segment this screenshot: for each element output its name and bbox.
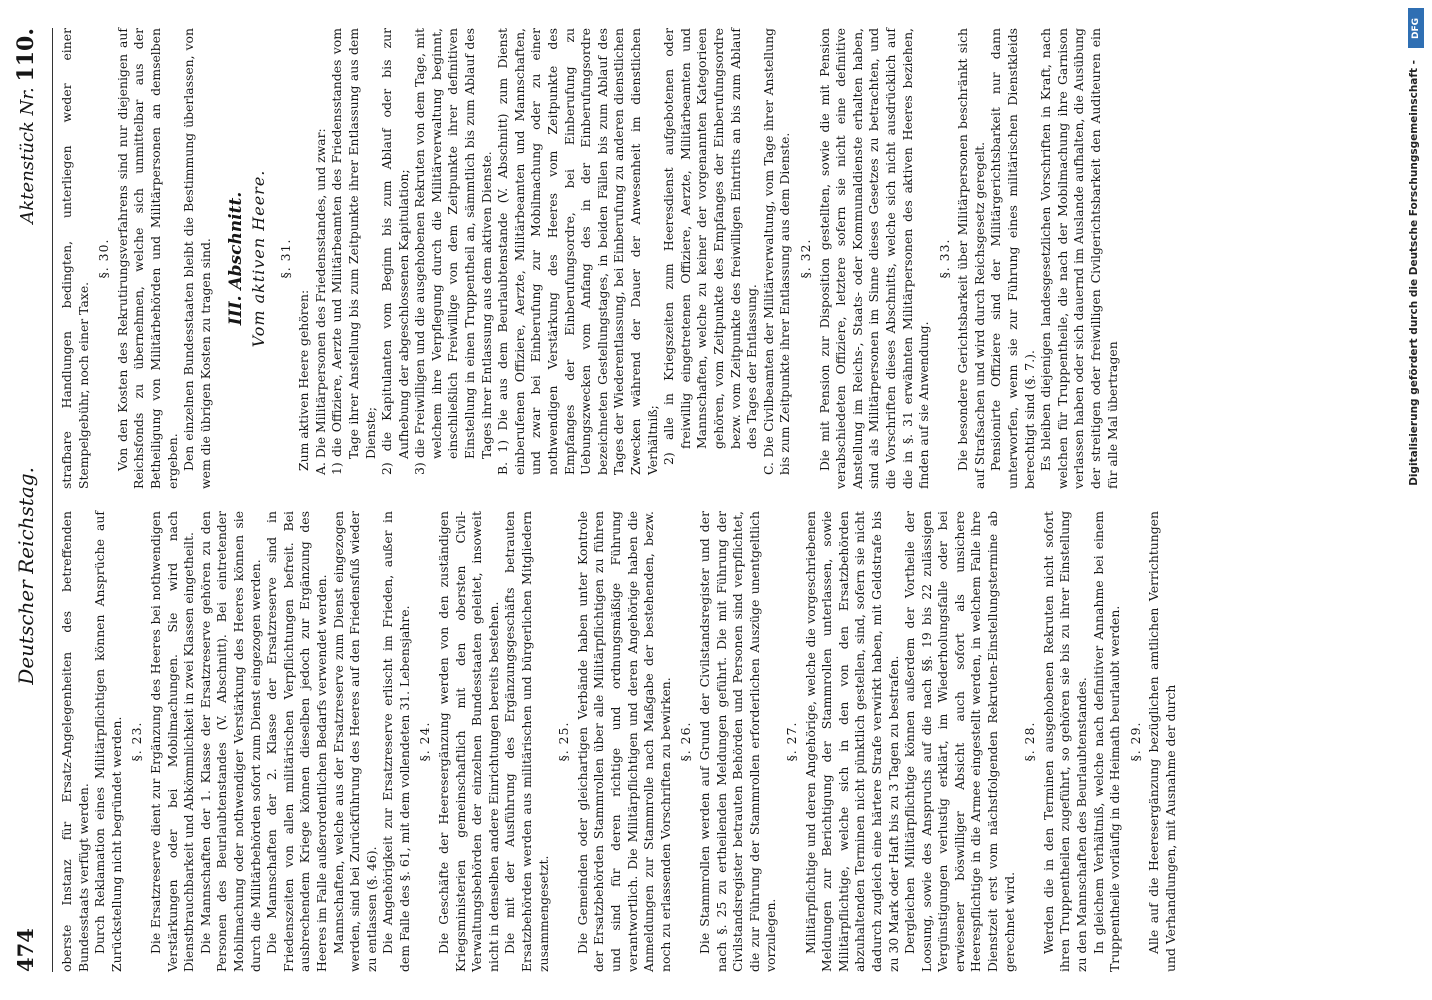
- list-item: 1) die Offiziere, Aerzte und Militärbeamten des Friedensstandes vom Tage ihrer Anstellung bis zum Zeitpunkte ihrer Entlassung aus dem Dienste;: [329, 28, 378, 475]
- list-item: B. 1) Die aus dem Beurlaubtenstande (V. Abschnitt) zum Dienst einberufenen Offiziere, Aerzte, Militärbeamten und Mannschaften, und zwar bei Einberufung zur Mobilmachung oder zu einer nothwendigen Verstärkung des Heeres vom Zeitpunkte des Empfanges der Einberufungsordre, bei Einberufung zu Uebungszwecken vom Anfang des in der Einberufungsordre bezeichneten Gestellungstages, in beiden Fällen bis zum Ablauf des Tages der Wiederentlassung, bei Einberufung zu anderen dienstlichen Zwecken während der Dauer der Anwesenheit im dienstlichen Verhältniß;: [495, 28, 660, 475]
- list-item: 2) alle in Kriegszeiten zum Heeresdienst aufgebotenen oder freiwillig eingetretenen Offiziere, Aerzte, Militärbeamten und Mannschaften, welche zu keiner der vorgenannten Kategorieen gehören, vom Zeitpunkte des Empfanges der Einberufungsordre bezw. vom Zeitpunkte des freiwilligen Eintritts an bis zum Ablauf des Tages der Entlassung.: [661, 28, 760, 465]
- paragraph: Von den Kosten des Rekrutirungsverfahrens sind nur diejenigen auf Reichsfonds zu übernehmen, welche sich unmittelbar aus der Betheiligung von Militärbehörden und Militärpersonen an demselben ergeben.: [114, 28, 180, 489]
- paragraph: Zum aktiven Heere gehören:: [296, 289, 312, 471]
- paragraph: Die mit Pension zur Disposition gestellten, sowie die mit Pension verabschiedeten Offiziere, letztere sofern sie nicht eine definitive Anstellung im Reichs-, Staats- oder Kommunaldienste erhalten haben, sind als Militärpersonen im Sinne dieses Gesetzes zu betrachten, und die Vorschriften dieses Abschnitts, welche sich nicht ausdrücklich auf die in §. 31 erwähnten Militärpersonen des aktiven Heeres beziehen, finden auf sie Anwendung.: [816, 28, 932, 489]
- section-heading: §. 28.: [1022, 721, 1038, 762]
- chapter-title: Vom aktiven Heere.: [248, 169, 268, 348]
- paragraph: Es bleiben diejenigen landesgesetzlichen Vorschriften in Kraft, nach welchen für Truppentheile, die nach der Mobilmachung ihre Garnison verlassen haben oder sich dauernd im Auslande aufhalten, die Ausübung der streitigen oder freiwilligen Civilgerichtsbarkeit den Auditeuren ein für alle Mal übertragen: [1038, 28, 1120, 489]
- section-heading: §. 24.: [417, 721, 433, 762]
- digitization-credit: Digitalisierung gefördert durch die Deutsche Forschungsgemeinschaft -: [1408, 60, 1420, 486]
- paragraph: In gleichem Verhältniß, welche nach definitiver Annahme bei einem Truppentheile vorläufig in die Heimath beurlaubt werden.: [1090, 511, 1123, 972]
- page-header: [13, 28, 53, 972]
- section-heading: §. 32.: [797, 238, 813, 279]
- paragraph: Die Angehörigkeit zur Ersatzreserve erlischt im Frieden, außer in dem Falle des §. 61, mit dem vollendeten 31. Lebensjahre.: [380, 511, 412, 972]
- page-number: 474: [13, 928, 38, 972]
- paragraph: Die besondere Gerichtsbarkeit über Militärpersonen beschränkt sich auf Strafsachen und wird durch Reichsgesetz geregelt.: [955, 28, 987, 489]
- paragraph: Werden die in den Terminen ausgehobenen Rekruten nicht sofort ihren Truppentheilen zugeführt, so gehören sie bis zu ihrer Einstellung zu den Mannschaften des Beurlaubtenstandes.: [1040, 511, 1090, 972]
- paragraph: Pensionirte Offiziere sind der Militärgerichtsbarkeit nur dann unterworfen, wenn sie zur Führung eines militärischen Dienstkleids berechtigt sind (§. 7.).: [988, 28, 1037, 489]
- paragraph: Die Ersatzreserve dient zur Ergänzung des Heeres bei nothwendigen Verstärkungen oder bei Mobilmachungen. Sie wird nach Dienstbrauchbarkeit und Abkömmlichkeit in zwei Klassen eingetheilt.: [147, 511, 197, 972]
- section-heading: §. 29.: [1127, 721, 1143, 762]
- paragraph: Den einzelnen Bundesstaaten bleibt die Bestimmung überlassen, von wem die übrigen Kosten zu tragen sind.: [181, 28, 213, 489]
- document-number-value: 110.: [13, 28, 39, 82]
- document-number-prefix: Aktenstück Nr.: [17, 87, 38, 224]
- section-heading: §. 33.: [936, 238, 952, 279]
- paragraph: strafbare Handlungen bedingten, unterliegen weder einer Stempelgebühr, noch einer Taxe.: [59, 28, 91, 489]
- list-item: C. Die Civilbeamten der Militärverwaltung, vom Tage ihrer Anstellung bis zum Zeitpunkte ihrer Entlassung aus dem Dienste.: [760, 28, 793, 475]
- paragraph: Die Stammrollen werden auf Grund der Civilstandsregister und der nach §. 25 zu ertheilenden Meldungen geführt. Die mit Führung der Civilstandsregister betrauten Behörden und Personen sind verpflichtet, die zur Führung der Stammrollen erforderlichen Auszüge unentgeltlich vorzulegen.: [696, 511, 779, 972]
- paragraph: Militärpflichtige und deren Angehörige, welche die vorgeschriebenen Meldungen zur Berichtigung der Stammrollen unterlassen, sowie Militärpflichtige, welche sich in den von den Ersatzbehörden abzuhaltenden Terminen nicht pünktlich gestellen, sind, sofern sie nicht dadurch zugleich eine härtere Strafe verwirkt haben, mit Geldstrafe bis zu 30 Mark oder Haft bis zu 3 Tagen zu bestrafen.: [802, 511, 901, 972]
- paragraph: Alle auf die Heeresergänzung bezüglichen amtlichen Verrichtungen und Verhandlungen, mit Ausnahme der durch: [1146, 511, 1178, 972]
- running-title: Deutscher Reichstag.: [14, 467, 38, 685]
- right-column: [59, 28, 1180, 489]
- paragraph: oberste Instanz für Ersatz-Angelegenheiten des betreffenden Bundesstaats verfügt werden.: [59, 511, 91, 972]
- section-heading: §. 27.: [783, 721, 799, 762]
- paragraph: Durch Reklamation eines Militärpflichtigen können Ansprüche auf Zurückstellung nicht begründet werden.: [92, 511, 124, 972]
- paragraph: Die Geschäfte der Heeresergänzung werden von den zuständigen Kriegsministerien gemeinschaftlich mit den obersten Civil-Verwaltungsbehörden der einzelnen Bundesstaaten geleitet, insoweit nicht in denselben andere Einrichtungen bereits bestehen.: [436, 511, 501, 972]
- list-item: 2) die Kapitulanten vom Beginn bis zum Ablauf oder bis zur Aufhebung der abgeschlossenen Kapitulation;: [379, 28, 411, 475]
- list-item: A. Die Militärpersonen des Friedensstandes, und zwar:: [312, 128, 328, 475]
- paragraph: Mannschaften, welche aus der Ersatzreserve zum Dienst eingezogen werden, sind bei Zurückführung des Heeres auf den Friedensfuß wieder zu entlassen (§. 46).: [330, 511, 379, 972]
- paragraph: Die Mannschaften der 1. Klasse der Ersatzreserve gehören zu den Personen des Beurlaubtenstandes (V. Abschnitt). Bei eintretender Mobilmachung oder nothwendiger Verstärkung des Heeres können sie durch die Militärbehörden sofort zum Dienst eingezogen werden.: [197, 511, 263, 972]
- paragraph: Die mit der Ausführung des Ergänzungsgeschäfts betrauten Ersatzbehörden werden aus militärischen und bürgerlichen Mitgliedern zusammengesetzt.: [502, 511, 551, 972]
- text-columns: [59, 22, 1180, 978]
- section-heading: §. 31.: [277, 238, 293, 279]
- section-heading: §. 26.: [678, 721, 694, 762]
- chapter-heading: III. Abschnitt.: [226, 191, 247, 326]
- dfg-logo: DFG: [1408, 8, 1424, 48]
- section-heading: §. 25.: [556, 721, 572, 762]
- paragraph: Die Gemeinden oder gleichartigen Verbände haben unter Kontrole der Ersatzbehörden Stammrollen über alle Militärpflichtigen zu führen und sind für deren richtige und ordnungsmäßige Führung verantwortlich. Die Militärpflichtigen und deren Angehörige haben die Anmeldungen zur Stammrolle nach Maßgabe der bestehenden, bezw. noch zu erlassenden Vorschriften zu bewirken.: [574, 511, 673, 972]
- section-heading: §. 23.: [129, 721, 145, 762]
- paragraph: Die Mannschaften der 2. Klasse der Ersatzreserve sind in Friedenszeiten von allen militärischen Verpflichtungen befreit. Bei ausbrechendem Kriege können dieselben jedoch zur Ergänzung des Heeres im Falle außerordentlichen Bedarfs verwendet werden.: [264, 511, 329, 972]
- document-number: [13, 28, 39, 224]
- paragraph: Dergleichen Militärpflichtige können außerdem der Vortheile der Loosung, sowie des Anspruchs auf die nach §§. 19 bis 22 zulässigen Vergünstigungen verlustig erklärt, im Wiederholungsfalle oder bei erwiesener böswilliger Absicht auch sofort als unsichere Heerespflichtige in die Armee eingestellt werden, in welchem Falle ihre Dienstzeit erst vom nächstfolgenden Rekruten-Einstellungstermine ab gerechnet wird.: [902, 511, 1017, 972]
- section-heading: §. 30.: [96, 238, 112, 279]
- list-item: 3) die Freiwilligen und die ausgehobenen Rekruten von dem Tage, mit welchem ihre Verpflegung durch die Militärverwaltung beginnt, einschließlich Freiwillige von dem Zeitpunkte ihrer definitiven Einstellung in einen Truppentheil an, sämmtlich bis zum Ablauf des Tages ihrer Entlassung aus dem aktiven Dienste.: [412, 28, 494, 475]
- left-column: [59, 511, 1180, 972]
